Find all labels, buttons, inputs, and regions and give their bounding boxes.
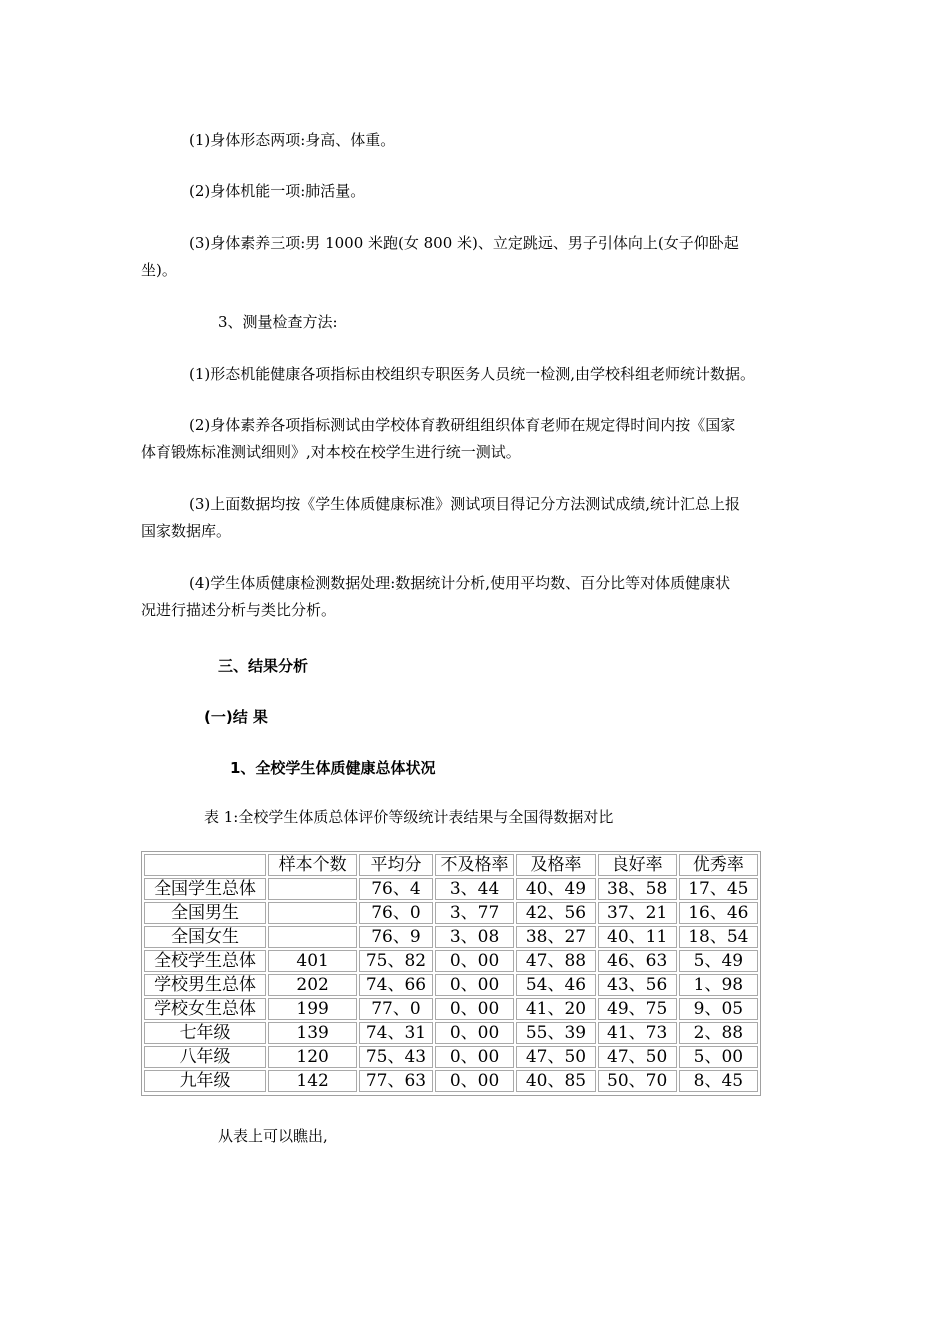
heading-results-analysis: 三、结果分析	[218, 657, 309, 675]
table-cell: 1、98	[679, 974, 758, 996]
table-cell: 40、11	[598, 926, 677, 948]
table-row	[144, 902, 758, 924]
table-row	[144, 950, 758, 972]
table-cell: 3、77	[435, 902, 515, 924]
table-cell: 0、00	[435, 1070, 515, 1092]
table-cell: 学校女生总体	[144, 998, 266, 1020]
paragraph-body-form: (1)身体形态两项:身高、体重。	[189, 131, 396, 149]
table-cell: 40、49	[516, 878, 595, 900]
table-row	[144, 878, 758, 900]
table-cell: 199	[268, 998, 357, 1020]
table-cell: 8、45	[679, 1070, 758, 1092]
table-cell: 47、88	[516, 950, 595, 972]
table-cell	[268, 926, 357, 948]
paragraph-method-2-line2: 体育锻炼标准测试细则》,对本校在校学生进行统一测试。	[141, 443, 521, 461]
table-header-cell: 及格率	[516, 854, 595, 876]
table-cell: 55、39	[516, 1022, 595, 1044]
table-header-cell: 样本个数	[268, 854, 357, 876]
table-row	[144, 998, 758, 1020]
table-row	[144, 974, 758, 996]
table-cell: 全校学生总体	[144, 950, 266, 972]
paragraph-conclusion-lead: 从表上可以瞧出,	[218, 1127, 328, 1145]
table-cell: 142	[268, 1070, 357, 1092]
table-cell: 74、66	[359, 974, 433, 996]
table-cell: 0、00	[435, 998, 515, 1020]
table-header-cell	[144, 854, 266, 876]
table-row	[144, 1022, 758, 1044]
table-cell: 5、49	[679, 950, 758, 972]
paragraph-method-3-line1: (3)上面数据均按《学生体质健康标准》测试项目得记分方法测试成绩,统计汇总上报	[189, 495, 741, 513]
paragraph-body-quality-line1: (3)身体素养三项:男 1000 米跑(女 800 米)、立定跳远、男子引体向上(女子仰卧起	[189, 234, 739, 252]
table-cell: 75、43	[359, 1046, 433, 1068]
table-cell: 41、73	[598, 1022, 677, 1044]
table-cell: 0、00	[435, 974, 515, 996]
table-cell: 16、46	[679, 902, 758, 924]
table-cell: 38、58	[598, 878, 677, 900]
table-cell: 17、45	[679, 878, 758, 900]
table-header-cell: 不及格率	[435, 854, 515, 876]
heading-overall-status: 1、全校学生体质健康总体状况	[230, 759, 436, 777]
table-cell: 40、85	[516, 1070, 595, 1092]
table-cell: 18、54	[679, 926, 758, 948]
table-cell: 八年级	[144, 1046, 266, 1068]
table-header-row	[144, 854, 758, 876]
table-cell: 47、50	[516, 1046, 595, 1068]
paragraph-body-function: (2)身体机能一项:肺活量。	[189, 182, 366, 200]
paragraph-body-quality-line2: 坐)。	[141, 261, 177, 279]
table-cell: 9、05	[679, 998, 758, 1020]
table-cell: 2、88	[679, 1022, 758, 1044]
table-cell: 43、56	[598, 974, 677, 996]
table-cell: 50、70	[598, 1070, 677, 1092]
table-cell: 全国男生	[144, 902, 266, 924]
table-cell: 0、00	[435, 1022, 515, 1044]
table-cell	[268, 902, 357, 924]
table-cell: 401	[268, 950, 357, 972]
table-header-cell: 平均分	[359, 854, 433, 876]
table-row	[144, 1070, 758, 1092]
table-cell: 全国学生总体	[144, 878, 266, 900]
table-cell: 3、44	[435, 878, 515, 900]
table-caption: 表 1:全校学生体质总体评价等级统计表结果与全国得数据对比	[204, 808, 614, 826]
paragraph-method-4-line2: 况进行描述分析与类比分析。	[141, 601, 337, 619]
table-cell: 46、63	[598, 950, 677, 972]
table-cell: 74、31	[359, 1022, 433, 1044]
table-cell: 76、4	[359, 878, 433, 900]
table-cell: 七年级	[144, 1022, 266, 1044]
table-row	[144, 926, 758, 948]
table-cell: 77、0	[359, 998, 433, 1020]
table-cell: 77、63	[359, 1070, 433, 1092]
paragraph-method-2-line1: (2)身体素养各项指标测试由学校体育教研组组织体育老师在规定得时间内按《国家	[189, 416, 736, 434]
table-header-cell: 优秀率	[679, 854, 758, 876]
table-cell: 九年级	[144, 1070, 266, 1092]
paragraph-method-1: (1)形态机能健康各项指标由校组织专职医务人员统一检测,由学校科组老师统计数据。	[189, 365, 756, 383]
table-cell: 49、75	[598, 998, 677, 1020]
table-cell: 38、27	[516, 926, 595, 948]
table-cell: 47、50	[598, 1046, 677, 1068]
table-cell: 54、46	[516, 974, 595, 996]
table-cell: 3、08	[435, 926, 515, 948]
table-cell: 5、00	[679, 1046, 758, 1068]
table-header-cell: 良好率	[598, 854, 677, 876]
table-cell: 76、9	[359, 926, 433, 948]
table-cell: 202	[268, 974, 357, 996]
table-cell: 120	[268, 1046, 357, 1068]
table-row	[144, 1046, 758, 1068]
heading-results: (一)结 果	[204, 708, 268, 726]
stats-table	[141, 851, 761, 1096]
table-cell: 75、82	[359, 950, 433, 972]
table-cell: 全国女生	[144, 926, 266, 948]
table-cell	[268, 878, 357, 900]
table-cell: 37、21	[598, 902, 677, 924]
table-cell: 41、20	[516, 998, 595, 1020]
paragraph-method-3-line2: 国家数据库。	[141, 522, 232, 540]
table-cell: 0、00	[435, 950, 515, 972]
table-cell: 139	[268, 1022, 357, 1044]
table-cell: 0、00	[435, 1046, 515, 1068]
paragraph-method-4-line1: (4)学生体质健康检测数据处理:数据统计分析,使用平均数、百分比等对体质健康状	[189, 574, 731, 592]
table-cell: 学校男生总体	[144, 974, 266, 996]
table-cell: 42、56	[516, 902, 595, 924]
heading-measurement-method: 3、测量检查方法:	[218, 313, 338, 331]
table-cell: 76、0	[359, 902, 433, 924]
